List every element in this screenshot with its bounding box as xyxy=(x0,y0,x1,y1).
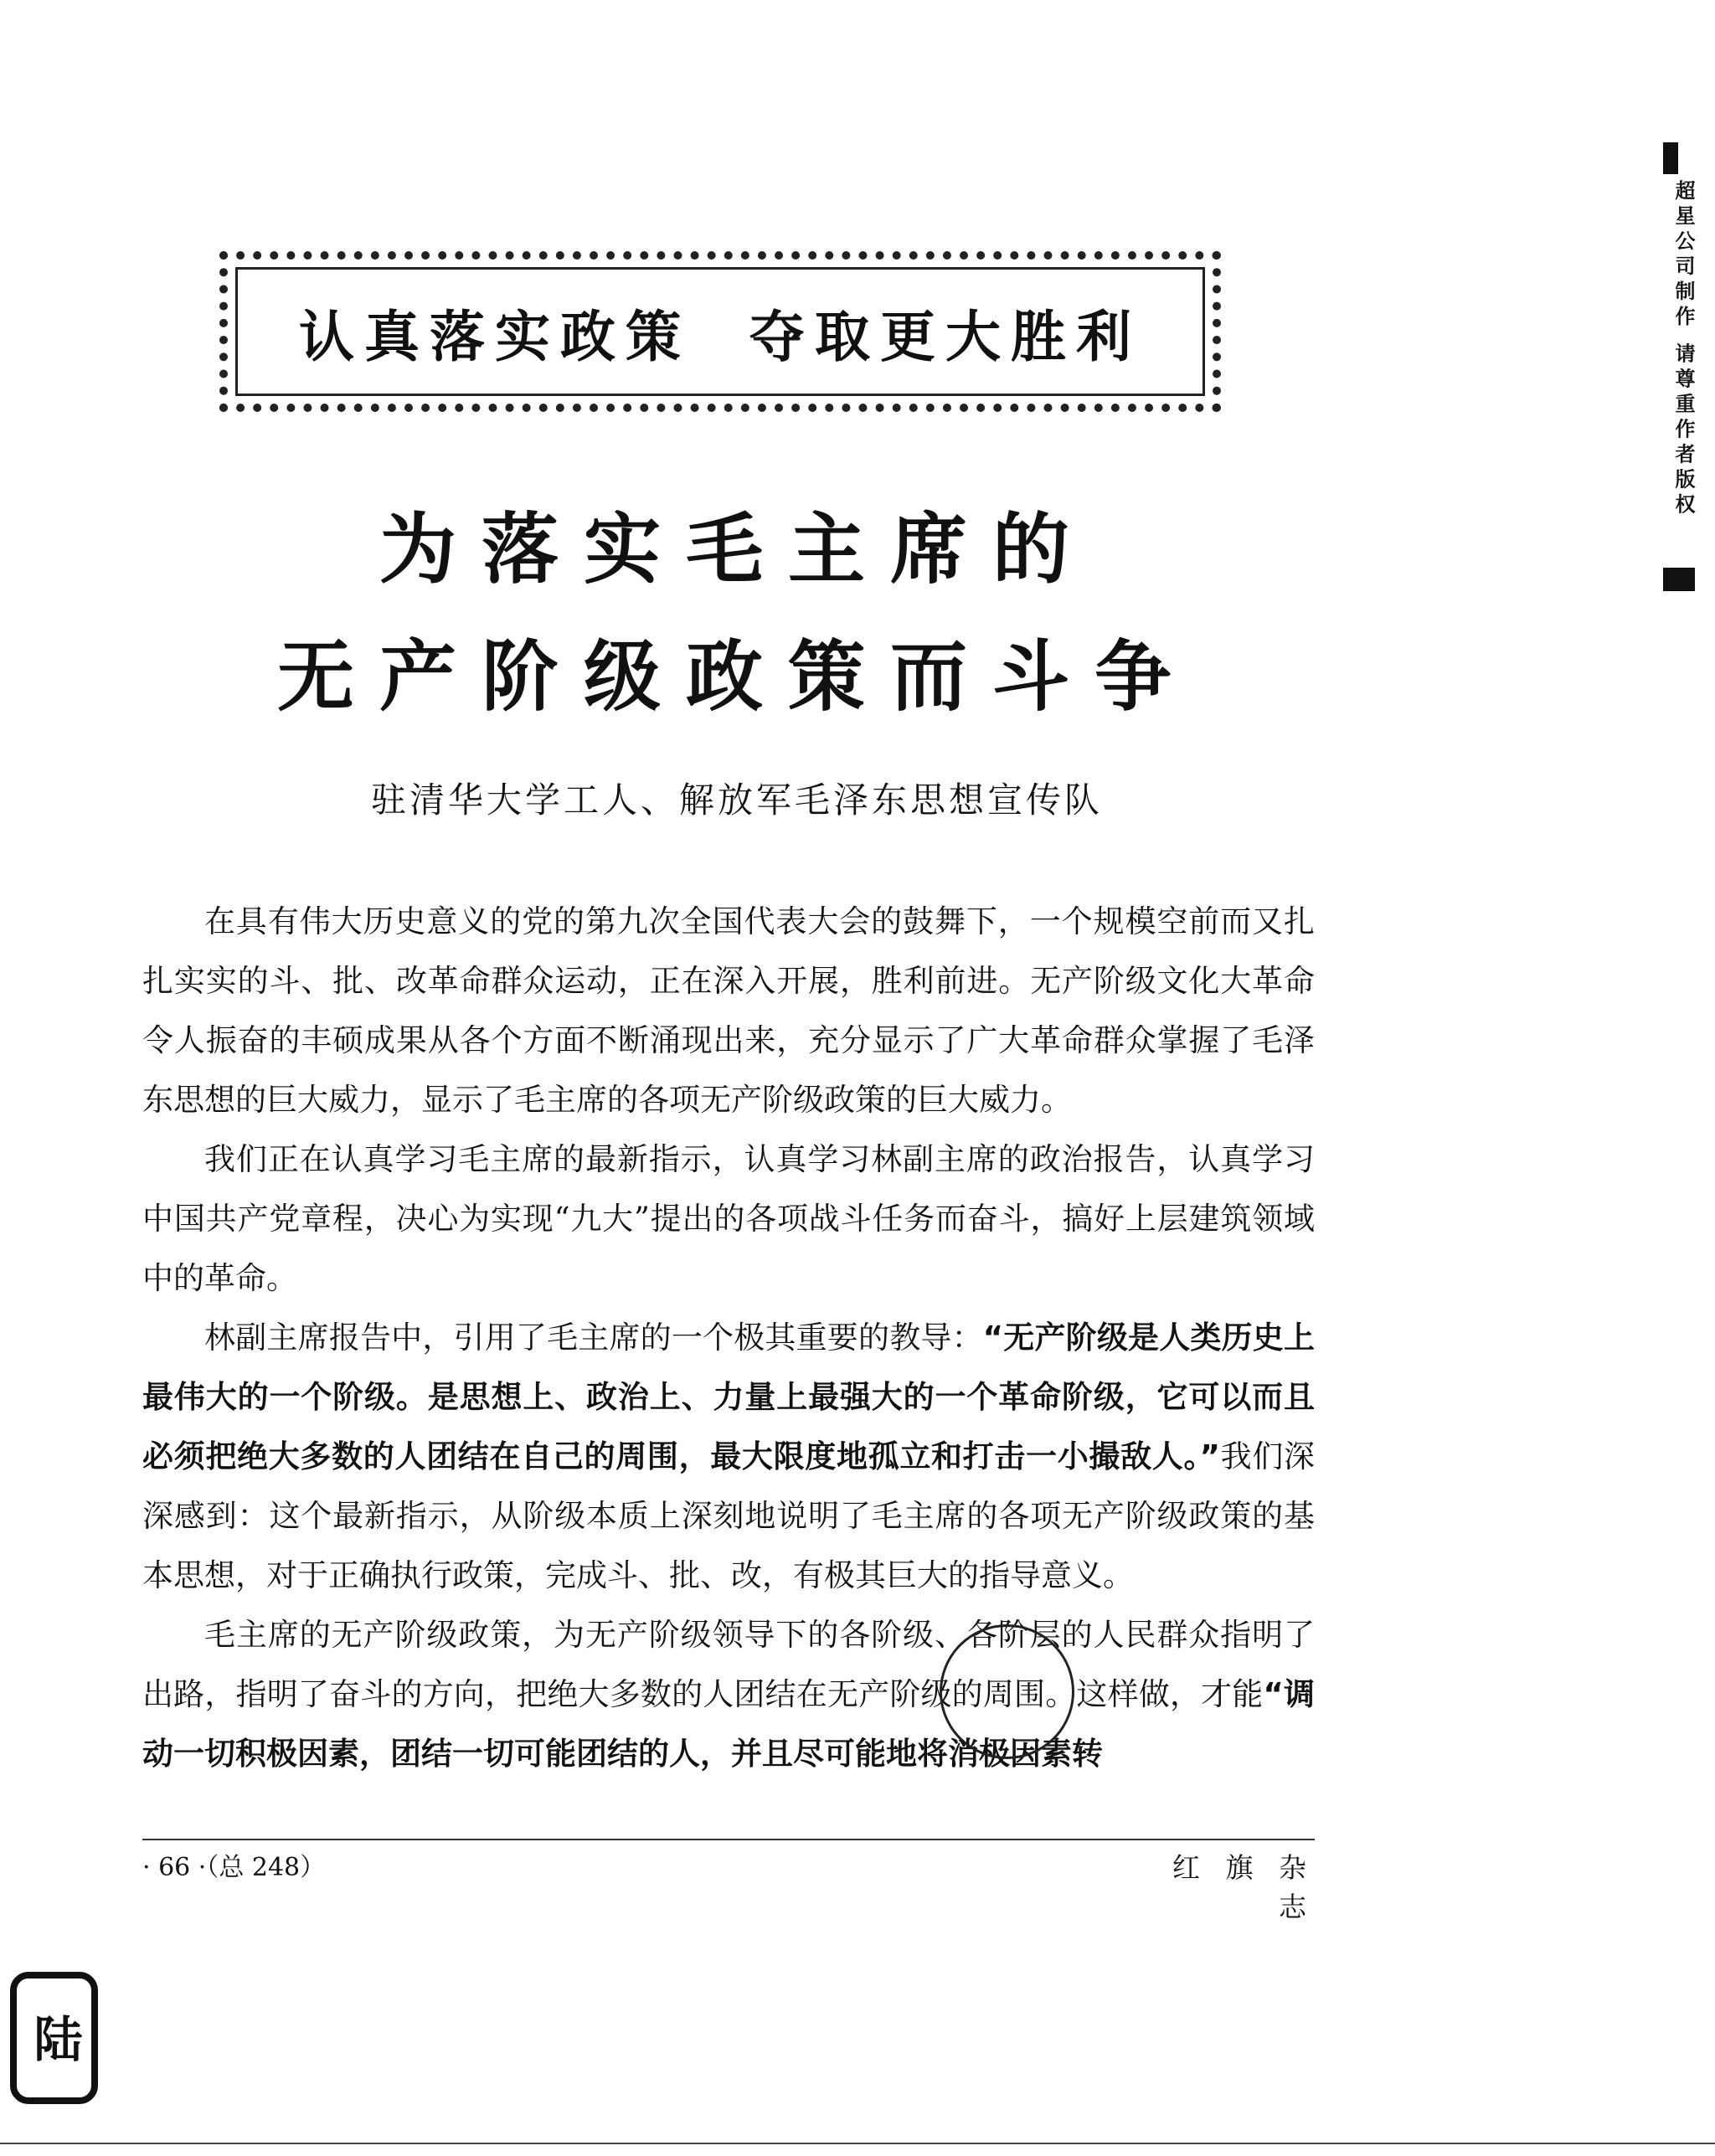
side-strip-bottom-bar xyxy=(1663,568,1695,591)
page-number: · 66 ·（总 248） xyxy=(142,1853,326,1882)
paragraph-4-lead: 毛主席的无产阶级政策，为无产阶级领导下的各阶级、各阶层的人民群众指明了出路，指明了奋斗的方向，把绝大多数的人团结在无产阶级的周围。这样做，才能 xyxy=(142,1617,1315,1712)
paragraph-4-quote: “调动一切积极因素，团结一切可能团结的人，并且尽可能地将消极因素转 xyxy=(142,1676,1315,1772)
hand-drawn-circle-mark xyxy=(940,1624,1074,1759)
banner-text: 认真落实政策 夺取更大胜利 xyxy=(299,304,1141,369)
article-title-line-1: 为落实毛主席的 xyxy=(379,505,1094,594)
paragraph-3-lead: 林副主席报告中，引用了毛主席的一个极其重要的教导： xyxy=(204,1320,983,1356)
footer-rule xyxy=(142,1839,1315,1840)
side-copyright-note: 超星公司制作 请尊重作者版权 xyxy=(1671,180,1695,519)
paragraph-2: 我们正在认真学习毛主席的最新指示，认真学习林副主席的政治报告，认真学习中国共产党章程，决心为实现“九大”提出的各项战斗任务而奋斗，搞好上层建筑领域中的革命。 xyxy=(142,1141,1315,1296)
article-title-line-2: 无产阶级政策而斗争 xyxy=(276,632,1197,722)
article-body xyxy=(142,892,1315,1783)
seal-stamp-icon xyxy=(10,1972,98,2104)
seal-glyph: 陆 xyxy=(25,2014,83,2062)
paragraph-3-rest: 我们深深感到：这个最新指示，从阶级本质上深刻地说明了毛主席的各项无产阶级政策的基本思想，对于正确执行政策，完成斗、批、改，有极其巨大的指导意义。 xyxy=(142,1438,1315,1593)
paragraph-4 xyxy=(142,1605,1315,1783)
paragraph-3 xyxy=(142,1308,1315,1605)
side-strip-top-bar xyxy=(1663,142,1678,174)
article-author: 驻清华大学工人、解放军毛泽东思想宣传队 xyxy=(370,780,1103,821)
paragraph-3-quote: “无产阶级是人类历史上最伟大的一个阶级。是思想上、政治上、力量上最强大的一个革命阶级，它可以而且必须把绝大多数的人团结在自己的周围，最大限度地孤立和打击一小撮敌人。” xyxy=(142,1320,1315,1474)
paragraph-1: 在具有伟大历史意义的党的第九次全国代表大会的鼓舞下，一个规模空前而又扎扎实实的斗、批、改革命群众运动，正在深入开展，胜利前进。无产阶级文化大革命令人振奋的丰硕成果从各个方面不断涌现出来，充分显示了广大革命群众掌握了毛泽东思想的巨大威力，显示了毛主席的各项无产阶级政策的巨大威力。 xyxy=(142,903,1315,1118)
scan-bottom-line xyxy=(0,2143,1715,2144)
journal-name: 红 旗 杂 志 xyxy=(1172,1851,1315,1923)
section-banner xyxy=(219,251,1221,412)
